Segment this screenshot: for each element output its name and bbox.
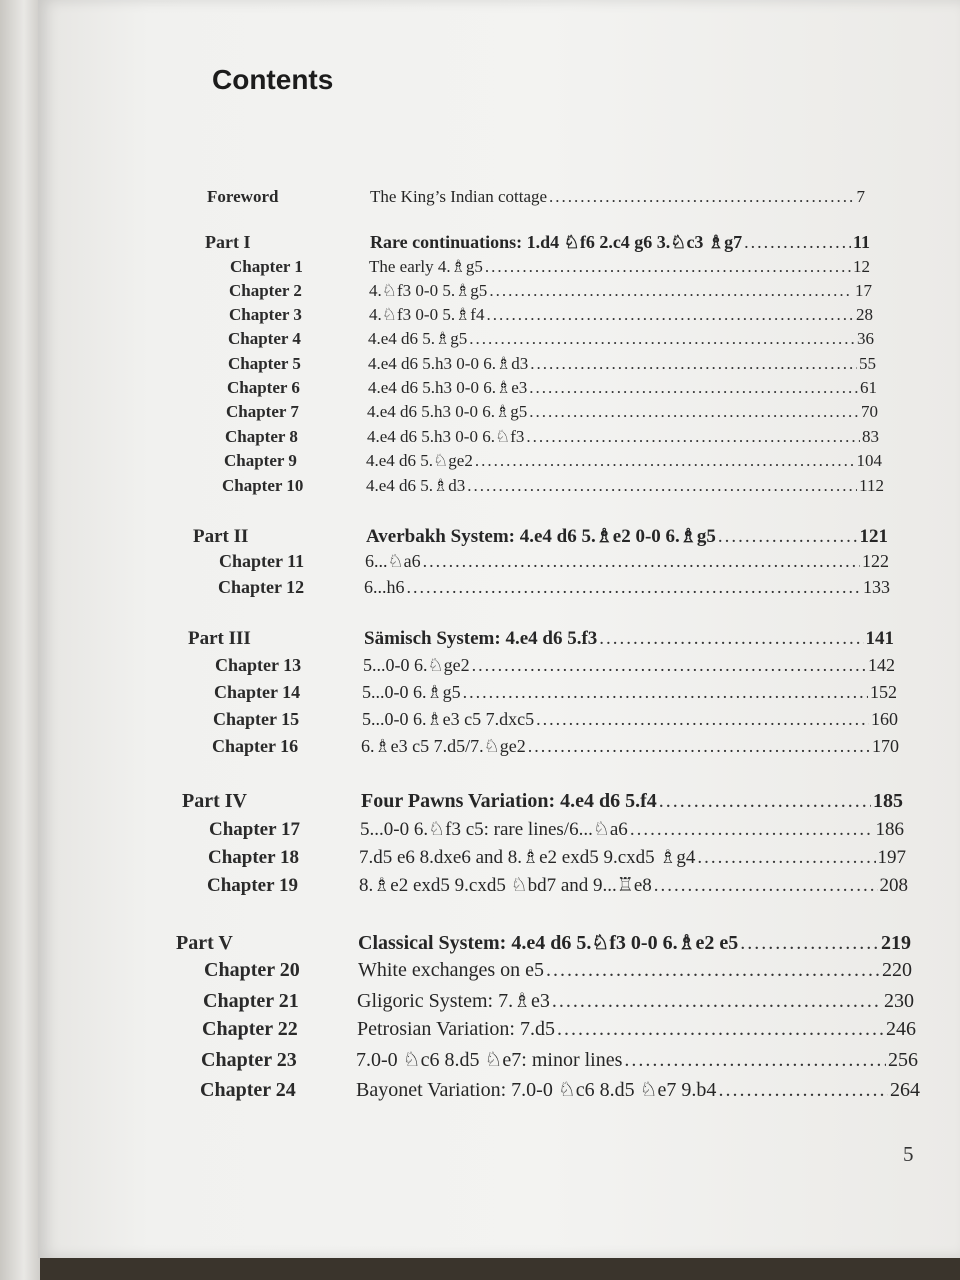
chapter-title: 4.e4 d6 5.h3 0-0 6.♗e3 [368, 378, 528, 397]
chapter-entry [228, 354, 876, 374]
chapter-entry [229, 281, 872, 301]
chapter-title: 5...0-0 6.♘ge2 [363, 655, 470, 675]
dot-leader [599, 628, 863, 650]
chapter-title: 4.♘f3 0-0 5.♗f4 [369, 305, 485, 324]
chapter-title: 6...h6 [364, 577, 405, 597]
foreword-entry [207, 187, 865, 207]
chapter-title: 6.♗e3 c5 7.d5/7.♘ge2 [361, 736, 526, 756]
chapter-label: Chapter 24 [200, 1079, 296, 1101]
chapter-page-number: 170 [872, 736, 899, 756]
chapter-title: Gligoric System: 7.♗e3 [357, 990, 550, 1012]
chapter-page-number: 112 [859, 476, 884, 495]
chapter-label: Chapter 6 [227, 378, 300, 397]
chapter-label: Chapter 17 [209, 819, 300, 840]
chapter-label: Chapter 12 [218, 577, 305, 597]
part-4-page-number: 185 [873, 790, 903, 812]
chapter-entry [219, 551, 889, 572]
part-4-title: Four Pawns Variation: 4.e4 d6 5.f4 [361, 790, 657, 812]
chapter-title: 4.e4 d6 5.♗g5 [368, 329, 468, 348]
part-4-entry [182, 790, 903, 813]
chapter-page-number: 160 [871, 709, 898, 729]
chapter-entry [203, 988, 914, 1013]
dot-leader [536, 709, 869, 730]
dot-leader [529, 402, 859, 422]
chapter-page-number: 17 [855, 281, 872, 300]
chapter-label: Chapter 4 [228, 329, 301, 348]
foreword-label: Foreword [207, 187, 279, 206]
chapter-title: 6...♘a6 [365, 551, 421, 571]
chapter-page-number: 70 [861, 402, 878, 421]
chapter-page-number: 246 [886, 1018, 916, 1040]
chapter-entry [224, 451, 882, 471]
chapter-page-number: 61 [860, 378, 877, 397]
chapter-entry [213, 709, 898, 730]
dot-leader [549, 187, 854, 207]
dot-leader [740, 932, 879, 955]
chapter-entry [229, 305, 873, 325]
part-2-page-number: 121 [859, 526, 888, 547]
part-2-label: Part II [193, 526, 249, 547]
chapter-label: Chapter 15 [213, 709, 300, 729]
chapter-entry [207, 874, 908, 897]
dot-leader [718, 1079, 888, 1102]
chapter-label: Chapter 23 [201, 1049, 297, 1071]
part-5-entry [176, 930, 911, 955]
chapter-entry [227, 378, 877, 398]
chapter-label: Chapter 13 [215, 655, 302, 675]
chapter-title: White exchanges on e5 [358, 959, 545, 981]
dot-leader [529, 378, 858, 398]
part-4-label: Part IV [182, 790, 247, 812]
page-number: 5 [903, 1142, 914, 1166]
chapter-label: Chapter 9 [224, 451, 297, 470]
foreword-page-number: 7 [856, 187, 865, 206]
chapter-page-number: 186 [875, 819, 904, 840]
chapter-page-number: 104 [856, 451, 882, 470]
dot-leader [526, 427, 860, 447]
dot-leader [472, 655, 866, 676]
chapter-title: 4.e4 d6 5.h3 0-0 6.♗d3 [368, 354, 529, 373]
chapter-page-number: 36 [857, 329, 874, 348]
chapter-label: Chapter 7 [226, 402, 299, 421]
foreword-title: The King’s Indian cottage [370, 187, 548, 206]
part-3-entry [188, 628, 894, 650]
part-2-entry [193, 525, 888, 548]
chapter-label: Chapter 11 [219, 551, 305, 571]
part-2-title: Averbakh System: 4.e4 d6 5.♗e2 0-0 6.♗g5 [366, 526, 716, 547]
chapter-title: 5...0-0 6.♗g5 [362, 682, 461, 702]
chapter-label: Chapter 5 [228, 354, 301, 373]
part-5-label: Part V [176, 932, 233, 954]
dot-leader [624, 1049, 886, 1072]
chapter-page-number: 12 [853, 257, 870, 276]
chapter-entry [214, 682, 897, 703]
chapter-label: Chapter 20 [204, 959, 300, 981]
dot-leader [486, 305, 854, 325]
chapter-entry [208, 846, 906, 869]
chapter-title: 4.e4 d6 5.♗d3 [366, 476, 466, 495]
chapter-entry [200, 1077, 920, 1102]
contents-heading: Contents [212, 64, 334, 95]
chapter-entry [218, 577, 890, 598]
chapter-title: 5...0-0 6.♘f3 c5: rare lines/6...♘a6 [360, 819, 628, 840]
chapter-entry [226, 402, 878, 422]
dot-leader [557, 1018, 884, 1041]
chapter-page-number: 83 [862, 427, 879, 446]
dot-leader [528, 736, 870, 757]
chapter-label: Chapter 3 [229, 305, 302, 324]
part-1-title: Rare continuations: 1.d4 ♘f6 2.c4 g6 3.♘c3 ♗g7 [370, 232, 743, 252]
chapter-entry [209, 818, 904, 841]
chapter-label: Chapter 19 [207, 875, 298, 896]
part-3-page-number: 141 [865, 628, 894, 649]
chapter-label: Chapter 16 [212, 736, 299, 756]
dot-leader [744, 232, 851, 253]
part-1-entry [205, 232, 870, 253]
dot-leader [467, 476, 857, 496]
chapter-title: 4.e4 d6 5.h3 0-0 6.♗g5 [367, 402, 528, 421]
chapter-page-number: 55 [859, 354, 876, 373]
chapter-title: 8.♗e2 exd5 9.cxd5 ♘bd7 and 9...♖e8 [359, 875, 652, 896]
dot-leader [718, 526, 858, 548]
chapter-page-number: 28 [856, 305, 873, 324]
chapter-title: 7.d5 e6 8.dxe6 and 8.♗e2 exd5 9.cxd5 ♗g4 [359, 847, 696, 868]
chapter-title: Bayonet Variation: 7.0-0 ♘c6 8.d5 ♘e7 9.b4 [356, 1079, 717, 1101]
chapter-title: 5...0-0 6.♗e3 c5 7.dxc5 [362, 709, 535, 729]
dot-leader [485, 257, 851, 277]
chapter-title: Petrosian Variation: 7.d5 [357, 1018, 555, 1040]
chapter-title: 4.e4 d6 5.h3 0-0 6.♘f3 [367, 427, 525, 446]
part-5-page-number: 219 [881, 932, 911, 954]
dot-leader [489, 281, 853, 301]
part-1-label: Part I [205, 232, 251, 252]
dot-leader [659, 790, 871, 813]
dot-leader [552, 990, 882, 1013]
chapter-page-number: 264 [890, 1079, 920, 1101]
chapter-page-number: 256 [888, 1049, 918, 1071]
chapter-entry [222, 476, 884, 496]
chapter-label: Chapter 2 [229, 281, 302, 300]
chapter-page-number: 208 [879, 875, 908, 896]
chapter-entry [215, 655, 895, 676]
dot-leader [469, 329, 855, 349]
chapter-title: The early 4.♗g5 [369, 257, 483, 276]
chapter-title: 4.e4 d6 5.♘ge2 [366, 451, 473, 470]
chapter-entry [202, 1018, 916, 1041]
chapter-label: Chapter 14 [214, 682, 301, 702]
chapter-page-number: 220 [882, 959, 912, 981]
chapter-title: 7.0-0 ♘c6 8.d5 ♘e7: minor lines [356, 1049, 623, 1071]
chapter-entry [201, 1047, 918, 1072]
chapter-label: Chapter 10 [222, 476, 304, 495]
dot-leader [654, 875, 878, 897]
chapter-entry [225, 427, 879, 447]
chapter-page-number: 152 [870, 682, 897, 702]
dot-leader [630, 819, 874, 841]
chapter-page-number: 142 [868, 655, 895, 675]
part-3-title: Sämisch System: 4.e4 d6 5.f3 [364, 628, 598, 649]
chapter-entry [230, 257, 870, 277]
dot-leader [475, 451, 855, 471]
chapter-page-number: 133 [863, 577, 890, 597]
dot-leader [407, 577, 862, 598]
part-1-page-number: 11 [852, 232, 870, 252]
chapter-page-number: 230 [884, 990, 914, 1012]
part-3-label: Part III [188, 628, 251, 649]
dot-leader [546, 959, 880, 982]
chapter-label: Chapter 1 [230, 257, 303, 276]
dot-leader [423, 551, 860, 572]
dot-leader [463, 682, 868, 703]
chapter-label: Chapter 21 [203, 990, 299, 1012]
chapter-page-number: 122 [862, 551, 889, 571]
chapter-label: Chapter 22 [202, 1018, 298, 1040]
chapter-page-number: 197 [877, 847, 906, 868]
chapter-label: Chapter 18 [208, 847, 299, 868]
dot-leader [697, 847, 875, 869]
chapter-entry [204, 959, 912, 982]
chapter-entry [228, 329, 874, 349]
dot-leader [530, 354, 857, 374]
chapter-entry [212, 736, 899, 757]
part-5-title: Classical System: 4.e4 d6 5.♘f3 0-0 6.♗e2 e5 [358, 932, 739, 954]
chapter-title: 4.♘f3 0-0 5.♗g5 [369, 281, 488, 300]
chapter-label: Chapter 8 [225, 427, 298, 446]
